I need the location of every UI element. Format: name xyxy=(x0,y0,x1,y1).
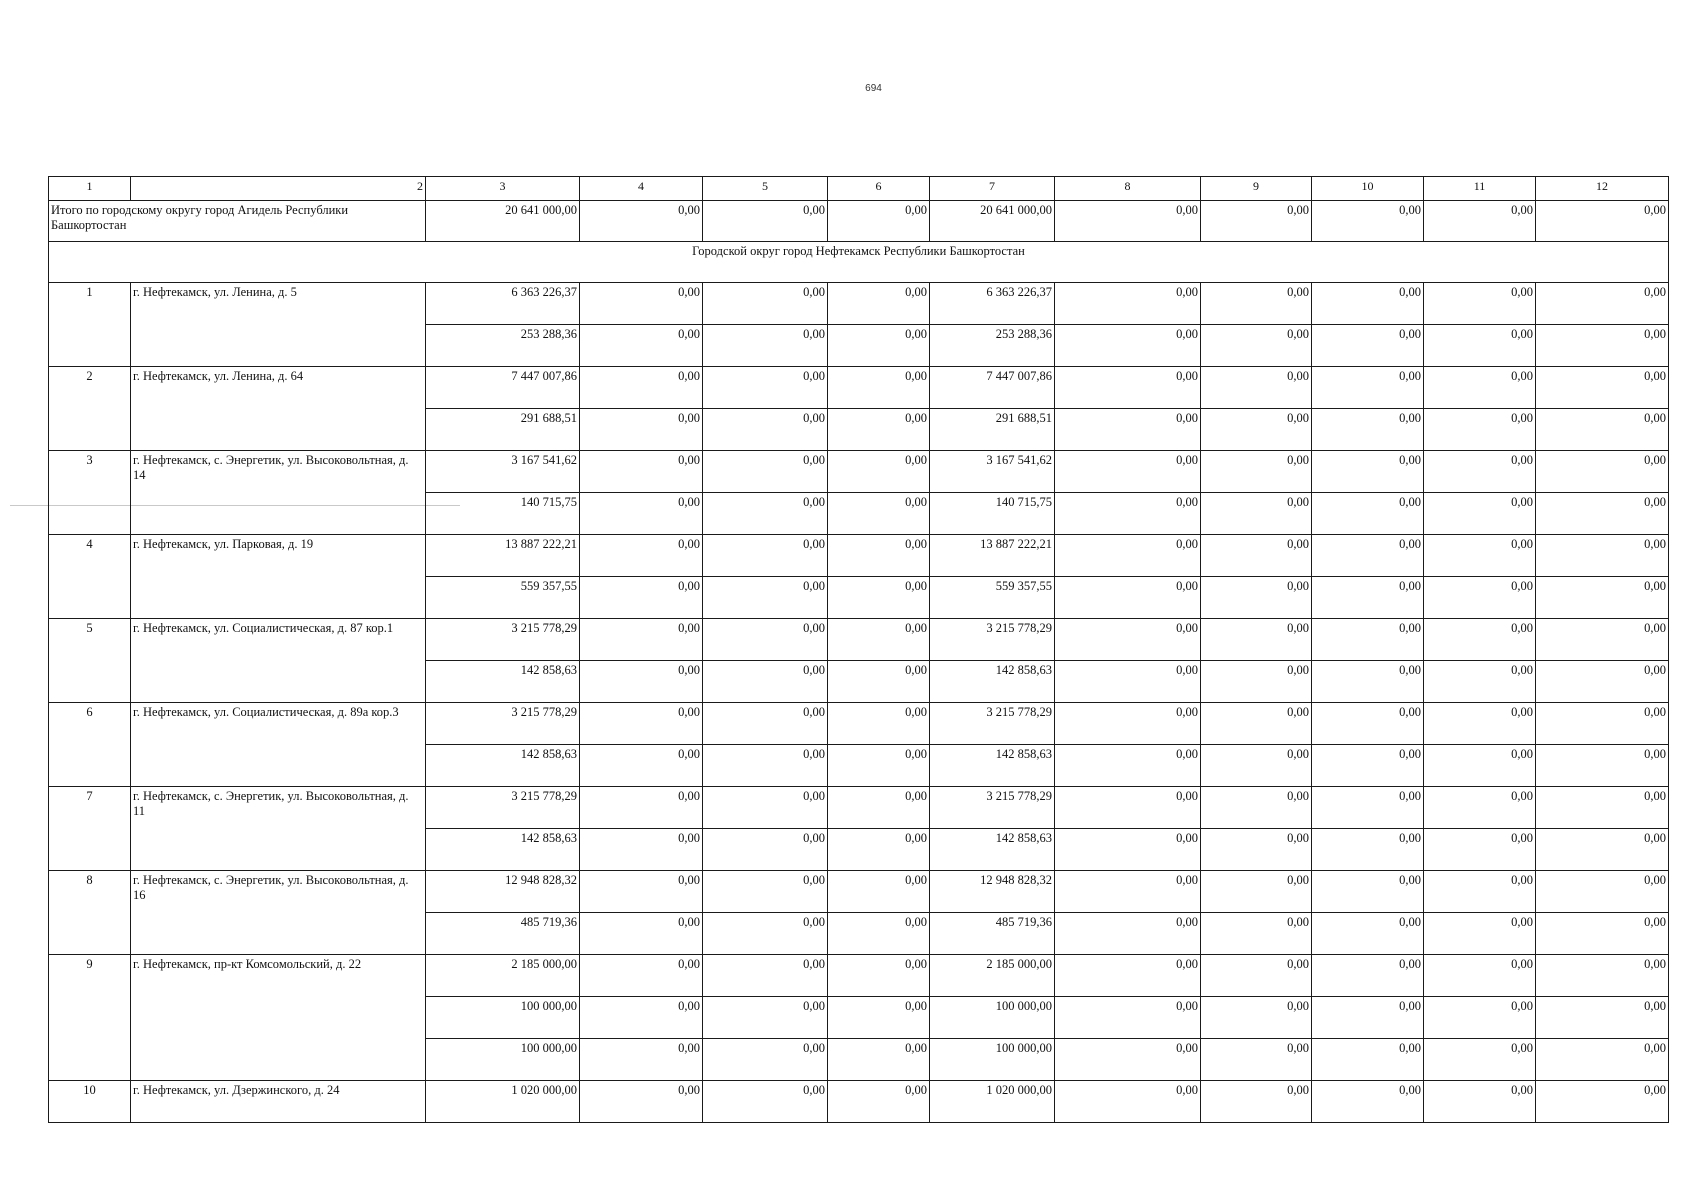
amount-cell: 100 000,00 xyxy=(426,997,580,1039)
amount-cell: 0,00 xyxy=(1536,997,1669,1039)
amount-cell: 0,00 xyxy=(828,325,930,367)
amount-cell: 0,00 xyxy=(828,787,930,829)
amount-cell: 0,00 xyxy=(828,577,930,619)
amount-cell: 0,00 xyxy=(1201,451,1312,493)
amount-cell: 100 000,00 xyxy=(426,1039,580,1081)
amount-cell: 0,00 xyxy=(1201,661,1312,703)
amount-cell: 0,00 xyxy=(1055,451,1201,493)
table-row xyxy=(49,283,1669,325)
amount-cell: 0,00 xyxy=(1312,451,1424,493)
address-cell: г. Нефтекамск, пр-кт Комсомольский, д. 22 xyxy=(131,955,426,1081)
amount-cell: 0,00 xyxy=(828,703,930,745)
amount-cell: 7 447 007,86 xyxy=(930,367,1055,409)
amount-cell: 0,00 xyxy=(1055,1039,1201,1081)
column-number-row xyxy=(49,177,1669,201)
amount-cell: 0,00 xyxy=(1424,703,1536,745)
amount-cell: 0,00 xyxy=(703,535,828,577)
column-number: 11 xyxy=(1424,177,1536,201)
amount-cell: 0,00 xyxy=(580,745,703,787)
amount-cell: 0,00 xyxy=(1201,1081,1312,1123)
amount-cell: 0,00 xyxy=(1201,493,1312,535)
row-number: 1 xyxy=(49,283,131,367)
amount-cell: 13 887 222,21 xyxy=(930,535,1055,577)
total-value: 0,00 xyxy=(1536,201,1669,242)
amount-cell: 0,00 xyxy=(1424,787,1536,829)
amount-cell: 0,00 xyxy=(580,367,703,409)
row-number: 9 xyxy=(49,955,131,1081)
amount-cell: 12 948 828,32 xyxy=(426,871,580,913)
amount-cell: 0,00 xyxy=(580,1081,703,1123)
address-cell: г. Нефтекамск, ул. Дзержинского, д. 24 xyxy=(131,1081,426,1123)
amount-cell: 559 357,55 xyxy=(930,577,1055,619)
total-value: 0,00 xyxy=(1312,201,1424,242)
amount-cell: 6 363 226,37 xyxy=(426,283,580,325)
amount-cell: 0,00 xyxy=(1312,703,1424,745)
amount-cell: 0,00 xyxy=(1312,367,1424,409)
amount-cell: 2 185 000,00 xyxy=(426,955,580,997)
amount-cell: 0,00 xyxy=(580,493,703,535)
amount-cell: 0,00 xyxy=(1536,871,1669,913)
total-value: 0,00 xyxy=(1055,201,1201,242)
amount-cell: 0,00 xyxy=(580,325,703,367)
total-row xyxy=(49,201,1669,242)
amount-cell: 0,00 xyxy=(1536,493,1669,535)
column-number: 12 xyxy=(1536,177,1669,201)
amount-cell: 0,00 xyxy=(1536,703,1669,745)
amount-cell: 100 000,00 xyxy=(930,1039,1055,1081)
amount-cell: 0,00 xyxy=(703,1081,828,1123)
table-row xyxy=(49,871,1669,913)
amount-cell: 0,00 xyxy=(828,955,930,997)
amount-cell: 0,00 xyxy=(1055,913,1201,955)
amount-cell: 3 215 778,29 xyxy=(426,787,580,829)
column-number: 7 xyxy=(930,177,1055,201)
amount-cell: 3 215 778,29 xyxy=(426,703,580,745)
column-number: 6 xyxy=(828,177,930,201)
amount-cell: 140 715,75 xyxy=(930,493,1055,535)
amount-cell: 0,00 xyxy=(1312,913,1424,955)
amount-cell: 291 688,51 xyxy=(426,409,580,451)
address-cell: г. Нефтекамск, с. Энергетик, ул. Высоковольтная, д. 16 xyxy=(131,871,426,955)
amount-cell: 0,00 xyxy=(1055,661,1201,703)
amount-cell: 0,00 xyxy=(828,745,930,787)
amount-cell: 0,00 xyxy=(1536,1039,1669,1081)
amount-cell: 0,00 xyxy=(1536,955,1669,997)
amount-cell: 0,00 xyxy=(1055,283,1201,325)
amount-cell: 0,00 xyxy=(703,787,828,829)
table-row xyxy=(49,703,1669,745)
amount-cell: 0,00 xyxy=(1055,871,1201,913)
amount-cell: 3 215 778,29 xyxy=(930,619,1055,661)
total-value: 0,00 xyxy=(580,201,703,242)
amount-cell: 0,00 xyxy=(703,493,828,535)
amount-cell: 0,00 xyxy=(828,283,930,325)
amount-cell: 0,00 xyxy=(828,451,930,493)
amount-cell: 0,00 xyxy=(1536,913,1669,955)
amount-cell: 0,00 xyxy=(1201,871,1312,913)
amount-cell: 0,00 xyxy=(1536,661,1669,703)
row-number: 2 xyxy=(49,367,131,451)
amount-cell: 0,00 xyxy=(703,283,828,325)
amount-cell: 253 288,36 xyxy=(426,325,580,367)
amount-cell: 0,00 xyxy=(580,955,703,997)
amount-cell: 0,00 xyxy=(1201,619,1312,661)
amount-cell: 0,00 xyxy=(1312,577,1424,619)
amount-cell: 0,00 xyxy=(1536,409,1669,451)
table-row xyxy=(49,787,1669,829)
amount-cell: 0,00 xyxy=(1536,367,1669,409)
amount-cell: 0,00 xyxy=(580,535,703,577)
address-cell: г. Нефтекамск, ул. Ленина, д. 5 xyxy=(131,283,426,367)
amount-cell: 291 688,51 xyxy=(930,409,1055,451)
row-number: 7 xyxy=(49,787,131,871)
region-heading: Городской округ город Нефтекамск Республики Башкортостан xyxy=(49,242,1669,283)
amount-cell: 2 185 000,00 xyxy=(930,955,1055,997)
capital-repair-table xyxy=(48,176,1669,1123)
amount-cell: 3 215 778,29 xyxy=(930,787,1055,829)
amount-cell: 0,00 xyxy=(580,1039,703,1081)
amount-cell: 0,00 xyxy=(828,997,930,1039)
amount-cell: 3 215 778,29 xyxy=(426,619,580,661)
amount-cell: 0,00 xyxy=(828,913,930,955)
amount-cell: 0,00 xyxy=(1424,997,1536,1039)
address-cell: г. Нефтекамск, с. Энергетик, ул. Высоковольтная, д. 14 xyxy=(131,451,426,535)
amount-cell: 0,00 xyxy=(1055,325,1201,367)
amount-cell: 0,00 xyxy=(1055,367,1201,409)
amount-cell: 0,00 xyxy=(1312,1039,1424,1081)
amount-cell: 0,00 xyxy=(1424,283,1536,325)
amount-cell: 0,00 xyxy=(1312,619,1424,661)
amount-cell: 0,00 xyxy=(1536,325,1669,367)
amount-cell: 12 948 828,32 xyxy=(930,871,1055,913)
amount-cell: 0,00 xyxy=(1055,577,1201,619)
amount-cell: 0,00 xyxy=(828,661,930,703)
amount-cell: 0,00 xyxy=(1424,367,1536,409)
amount-cell: 0,00 xyxy=(1536,619,1669,661)
amount-cell: 0,00 xyxy=(580,409,703,451)
column-number: 1 xyxy=(49,177,131,201)
table-row xyxy=(49,367,1669,409)
amount-cell: 0,00 xyxy=(703,871,828,913)
amount-cell: 0,00 xyxy=(703,745,828,787)
amount-cell: 0,00 xyxy=(1201,409,1312,451)
amount-cell: 0,00 xyxy=(703,997,828,1039)
amount-cell: 0,00 xyxy=(580,283,703,325)
amount-cell: 0,00 xyxy=(703,829,828,871)
amount-cell: 0,00 xyxy=(828,1039,930,1081)
amount-cell: 0,00 xyxy=(1055,493,1201,535)
table-row xyxy=(49,955,1669,997)
amount-cell: 0,00 xyxy=(703,955,828,997)
address-cell: г. Нефтекамск, ул. Социалистическая, д. 87 кор.1 xyxy=(131,619,426,703)
amount-cell: 3 167 541,62 xyxy=(426,451,580,493)
amount-cell: 1 020 000,00 xyxy=(930,1081,1055,1123)
amount-cell: 0,00 xyxy=(1055,535,1201,577)
table-row xyxy=(49,451,1669,493)
amount-cell: 0,00 xyxy=(703,367,828,409)
total-value: 0,00 xyxy=(1201,201,1312,242)
amount-cell: 142 858,63 xyxy=(930,661,1055,703)
amount-cell: 0,00 xyxy=(1055,1081,1201,1123)
column-number: 10 xyxy=(1312,177,1424,201)
amount-cell: 142 858,63 xyxy=(426,745,580,787)
column-number: 3 xyxy=(426,177,580,201)
amount-cell: 0,00 xyxy=(1536,577,1669,619)
amount-cell: 0,00 xyxy=(1055,955,1201,997)
amount-cell: 0,00 xyxy=(1424,325,1536,367)
table-row xyxy=(49,1081,1669,1123)
amount-cell: 7 447 007,86 xyxy=(426,367,580,409)
amount-cell: 0,00 xyxy=(1312,493,1424,535)
column-number: 8 xyxy=(1055,177,1201,201)
total-value: 0,00 xyxy=(828,201,930,242)
amount-cell: 0,00 xyxy=(1201,535,1312,577)
amount-cell: 0,00 xyxy=(1536,1081,1669,1123)
address-cell: г. Нефтекамск, с. Энергетик, ул. Высоковольтная, д. 11 xyxy=(131,787,426,871)
total-value: 20 641 000,00 xyxy=(426,201,580,242)
amount-cell: 0,00 xyxy=(1201,955,1312,997)
amount-cell: 0,00 xyxy=(1312,829,1424,871)
amount-cell: 140 715,75 xyxy=(426,493,580,535)
amount-cell: 0,00 xyxy=(828,535,930,577)
amount-cell: 0,00 xyxy=(828,1081,930,1123)
amount-cell: 0,00 xyxy=(703,1039,828,1081)
amount-cell: 485 719,36 xyxy=(426,913,580,955)
amount-cell: 0,00 xyxy=(1424,1081,1536,1123)
table-row xyxy=(49,535,1669,577)
amount-cell: 0,00 xyxy=(1055,997,1201,1039)
amount-cell: 0,00 xyxy=(1424,871,1536,913)
amount-cell: 0,00 xyxy=(1055,829,1201,871)
amount-cell: 0,00 xyxy=(703,325,828,367)
amount-cell: 0,00 xyxy=(703,913,828,955)
amount-cell: 0,00 xyxy=(703,409,828,451)
amount-cell: 0,00 xyxy=(580,829,703,871)
amount-cell: 0,00 xyxy=(1201,997,1312,1039)
amount-cell: 0,00 xyxy=(1424,745,1536,787)
amount-cell: 485 719,36 xyxy=(930,913,1055,955)
amount-cell: 0,00 xyxy=(1424,661,1536,703)
amount-cell: 0,00 xyxy=(1424,913,1536,955)
total-value: 0,00 xyxy=(1424,201,1536,242)
amount-cell: 3 215 778,29 xyxy=(930,703,1055,745)
amount-cell: 0,00 xyxy=(828,493,930,535)
page-number: 694 xyxy=(865,83,882,94)
amount-cell: 0,00 xyxy=(1424,1039,1536,1081)
row-number: 10 xyxy=(49,1081,131,1123)
amount-cell: 0,00 xyxy=(828,619,930,661)
amount-cell: 0,00 xyxy=(1201,787,1312,829)
amount-cell: 0,00 xyxy=(703,577,828,619)
amount-cell: 0,00 xyxy=(1424,955,1536,997)
amount-cell: 0,00 xyxy=(1201,1039,1312,1081)
amount-cell: 0,00 xyxy=(1201,325,1312,367)
amount-cell: 0,00 xyxy=(1312,1081,1424,1123)
amount-cell: 0,00 xyxy=(1055,745,1201,787)
amount-cell: 0,00 xyxy=(1424,619,1536,661)
amount-cell: 0,00 xyxy=(1536,829,1669,871)
amount-cell: 0,00 xyxy=(1312,409,1424,451)
amount-cell: 0,00 xyxy=(1312,871,1424,913)
amount-cell: 100 000,00 xyxy=(930,997,1055,1039)
total-value: 0,00 xyxy=(703,201,828,242)
amount-cell: 6 363 226,37 xyxy=(930,283,1055,325)
amount-cell: 142 858,63 xyxy=(930,829,1055,871)
amount-cell: 0,00 xyxy=(1536,787,1669,829)
amount-cell: 0,00 xyxy=(1536,535,1669,577)
amount-cell: 0,00 xyxy=(828,871,930,913)
amount-cell: 0,00 xyxy=(1201,829,1312,871)
amount-cell: 0,00 xyxy=(828,829,930,871)
amount-cell: 0,00 xyxy=(1312,955,1424,997)
amount-cell: 0,00 xyxy=(1055,703,1201,745)
amount-cell: 142 858,63 xyxy=(426,661,580,703)
amount-cell: 253 288,36 xyxy=(930,325,1055,367)
amount-cell: 0,00 xyxy=(1055,409,1201,451)
amount-cell: 0,00 xyxy=(703,661,828,703)
amount-cell: 0,00 xyxy=(1201,577,1312,619)
amount-cell: 559 357,55 xyxy=(426,577,580,619)
amount-cell: 0,00 xyxy=(1312,787,1424,829)
amount-cell: 0,00 xyxy=(828,409,930,451)
address-cell: г. Нефтекамск, ул. Парковая, д. 19 xyxy=(131,535,426,619)
amount-cell: 0,00 xyxy=(1424,829,1536,871)
amount-cell: 0,00 xyxy=(580,787,703,829)
amount-cell: 0,00 xyxy=(1424,409,1536,451)
amount-cell: 0,00 xyxy=(1312,997,1424,1039)
amount-cell: 3 167 541,62 xyxy=(930,451,1055,493)
amount-cell: 0,00 xyxy=(703,703,828,745)
column-number: 2 xyxy=(131,177,426,201)
amount-cell: 0,00 xyxy=(1312,745,1424,787)
row-number: 6 xyxy=(49,703,131,787)
amount-cell: 0,00 xyxy=(1201,913,1312,955)
amount-cell: 0,00 xyxy=(580,619,703,661)
amount-cell: 0,00 xyxy=(1536,451,1669,493)
row-number: 3 xyxy=(49,451,131,535)
amount-cell: 1 020 000,00 xyxy=(426,1081,580,1123)
amount-cell: 0,00 xyxy=(580,451,703,493)
amount-cell: 0,00 xyxy=(1312,661,1424,703)
amount-cell: 0,00 xyxy=(580,577,703,619)
amount-cell: 0,00 xyxy=(1312,535,1424,577)
amount-cell: 0,00 xyxy=(580,913,703,955)
amount-cell: 0,00 xyxy=(1536,283,1669,325)
amount-cell: 0,00 xyxy=(1201,283,1312,325)
region-heading-row xyxy=(49,242,1669,283)
amount-cell: 0,00 xyxy=(703,619,828,661)
amount-cell: 0,00 xyxy=(580,871,703,913)
address-cell: г. Нефтекамск, ул. Социалистическая, д. 89а кор.3 xyxy=(131,703,426,787)
amount-cell: 0,00 xyxy=(580,997,703,1039)
amount-cell: 13 887 222,21 xyxy=(426,535,580,577)
amount-cell: 0,00 xyxy=(580,703,703,745)
table-row xyxy=(49,619,1669,661)
address-cell: г. Нефтекамск, ул. Ленина, д. 64 xyxy=(131,367,426,451)
amount-cell: 0,00 xyxy=(1201,745,1312,787)
amount-cell: 0,00 xyxy=(1312,325,1424,367)
amount-cell: 0,00 xyxy=(1536,745,1669,787)
amount-cell: 0,00 xyxy=(703,451,828,493)
amount-cell: 0,00 xyxy=(1055,619,1201,661)
amount-cell: 0,00 xyxy=(1424,535,1536,577)
amount-cell: 0,00 xyxy=(1312,283,1424,325)
row-number: 5 xyxy=(49,619,131,703)
amount-cell: 0,00 xyxy=(1424,451,1536,493)
column-number: 9 xyxy=(1201,177,1312,201)
amount-cell: 0,00 xyxy=(1201,367,1312,409)
row-number: 4 xyxy=(49,535,131,619)
total-label: Итого по городскому округу город Агидель Республики Башкортостан xyxy=(49,201,426,242)
column-number: 4 xyxy=(580,177,703,201)
amount-cell: 0,00 xyxy=(1424,493,1536,535)
amount-cell: 0,00 xyxy=(1055,787,1201,829)
amount-cell: 0,00 xyxy=(1201,703,1312,745)
amount-cell: 142 858,63 xyxy=(930,745,1055,787)
amount-cell: 142 858,63 xyxy=(426,829,580,871)
amount-cell: 0,00 xyxy=(828,367,930,409)
amount-cell: 0,00 xyxy=(580,661,703,703)
total-value: 20 641 000,00 xyxy=(930,201,1055,242)
row-number: 8 xyxy=(49,871,131,955)
amount-cell: 0,00 xyxy=(1424,577,1536,619)
column-number: 5 xyxy=(703,177,828,201)
